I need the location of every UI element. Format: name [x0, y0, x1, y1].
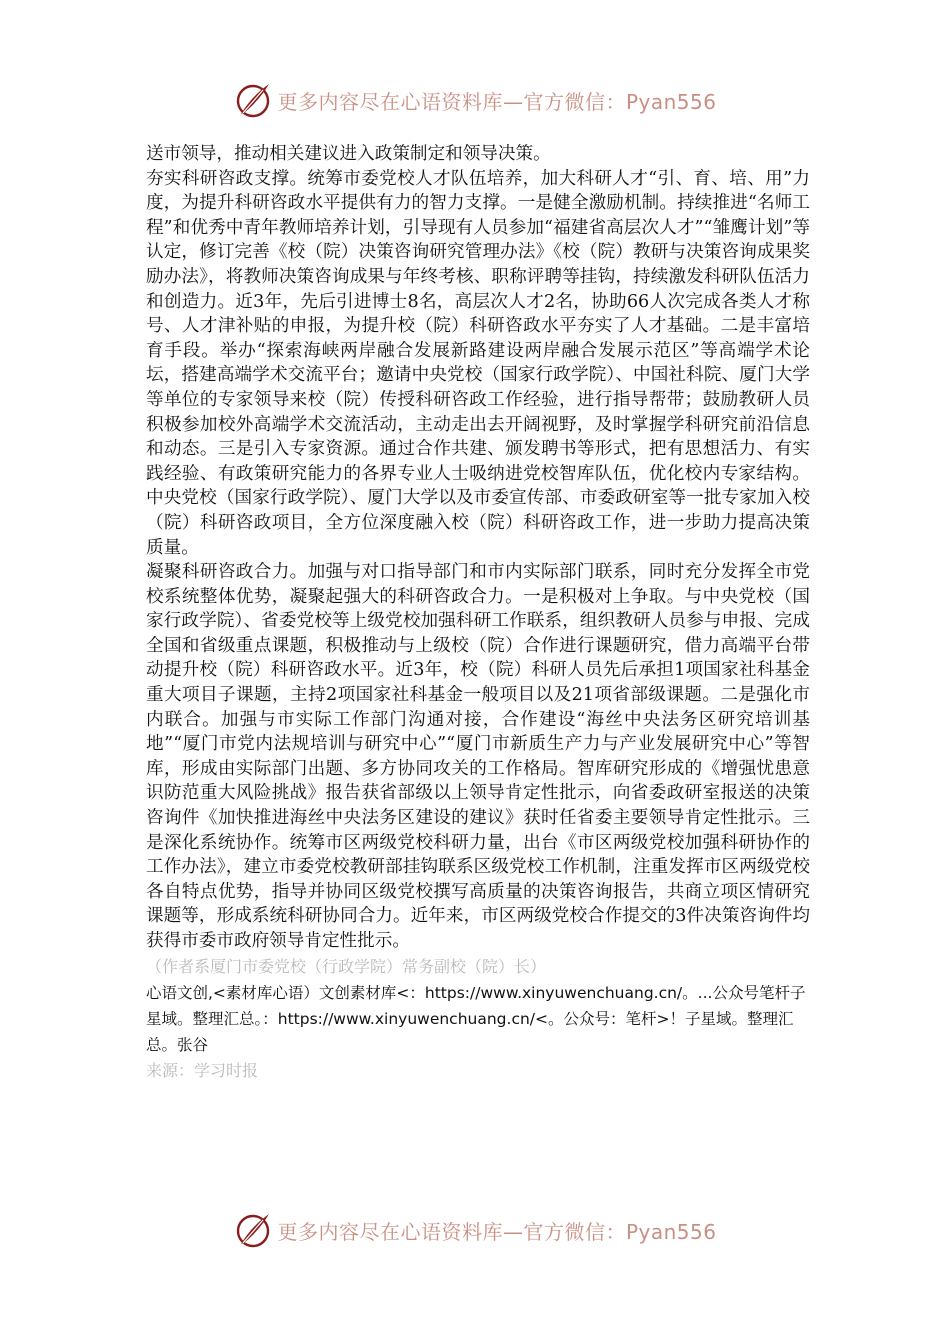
quill-in-circle-icon [233, 1210, 273, 1250]
paragraph-joint-effort: 凝聚科研咨政合力。加强与对口指导部门和市内实际部门联系，同时充分发挥全市党校系统整体优势，凝聚起强大的科研咨政合力。一是积极对上争取。与中央党校（国家行政学院）、省委党校等上级党校加强科研工作联系，组织教研人员参与申报、完成全国和省级重点课题，积极推动与上级校（院）合作进行课题研究，借力高端平台带动提升校（院）科研咨政水平。近3年，校（院）科研人员先后承担1项国家社科基金重大项目子课题，主持2项国家社科基金一般项目以及21项省部级课题。二是强化市内联合。加强与市实际工作部门沟通对接，合作建设“海丝中央法务区研究培训基地”“厦门市党内法规培训与研究中心”“厦门市新质生产力与产业发展研究中心”等智库，形成由实际部门出题、多方协同攻关的工作格局。智库研究形成的《增强忧患意识防范重大风险挑战》报告获省部级以上领导肯定性批示，向省委政研室报送的决策咨询件《加快推进海丝中央法务区建设的建议》获时任省委主要领导肯定性批示。三是深化系统协作。统筹市区两级党校科研力量，出台《市区两级党校加强科研协作的工作办法》，建立市委党校教研部挂钩联系区级党校工作机制，注重发挥市区两级党校各自特点优势，指导并协同区级党校撰写高质量的决策咨询报告，共商立项区情研究课题等，形成系统科研协同合力。近年来，市区两级党校合作提交的3件决策咨询件均获得市委市政府领导肯定性批示。 [146, 562, 810, 951]
quill-in-circle-icon [233, 80, 273, 120]
header-banner [0, 78, 950, 122]
footer-banner [0, 1208, 950, 1252]
article-body [146, 142, 810, 1084]
paragraph-talent-support: 夯实科研咨政支撑。统筹市委党校人才队伍培养，加大科研人才“引、育、培、用”力度，为提升科研咨政水平提供有力的智力支撑。一是健全激励机制。持续推进“名师工程”和优秀中青年教师培养计划，引导现有人员参加“福建省高层次人才”“雏鹰计划”等认定，修订完善《校（院）决策咨询研究管理办法》《校（院）教研与决策咨询成果奖励办法》，将教师决策咨询成果与年终考核、职称评聘等挂钩，持续激发科研队伍活力和创造力。近3年，先后引进博士8名，高层次人才2名，协助66人次完成各类人才称号、人才津补贴的申报，为提升校（院）科研咨政水平夯实了人才基础。二是丰富培育手段。举办“探索海峡两岸融合发展新路建设两岸融合发展示范区”等高端学术论坛，搭建高端学术交流平台；邀请中央党校（国家行政学院）、中国社科院、厦门大学等单位的专家领导来校（院）传授科研咨政工作经验，进行指导帮带；鼓励教研人员积极参加校外高端学术交流活动，主动走出去开阔视野，及时掌握学科研究前沿信息和动态。三是引入专家资源。通过合作共建、颁发聘书等形式，把有思想活力、有实践经验、有政策研究能力的各界专业人士吸纳进党校智库队伍，优化校内专家结构。中央党校（国家行政学院）、厦门大学以及市委宣传部、市委政研室等一批专家加入校（院）科研咨政项目，全方位深度融入校（院）科研咨政工作，进一步助力提高决策质量。 [146, 168, 810, 558]
banner-text: 更多内容尽在心语资料库—官方微信：Pyan556 [277, 1219, 717, 1244]
promo-text: 心语文创,<素材库心语）文创素材库<：https://www.xinyuwenchuang.cn/。...公众号笔杆子星域。整理汇总。：https://www.xinyuwenchuang.cn/<。公众号：笔杆>！子星域。整理汇总。张谷 [146, 983, 806, 1054]
paragraph-continuation: 送市领导，推动相关建议进入政策制定和领导决策。 [146, 144, 551, 164]
banner-text: 更多内容尽在心语资料库—官方微信：Pyan556 [277, 89, 717, 114]
author-byline: （作者系厦门市委党校（行政学院）常务副校（院）长） [146, 956, 547, 976]
source-line: 来源：学习时报 [146, 1060, 259, 1080]
